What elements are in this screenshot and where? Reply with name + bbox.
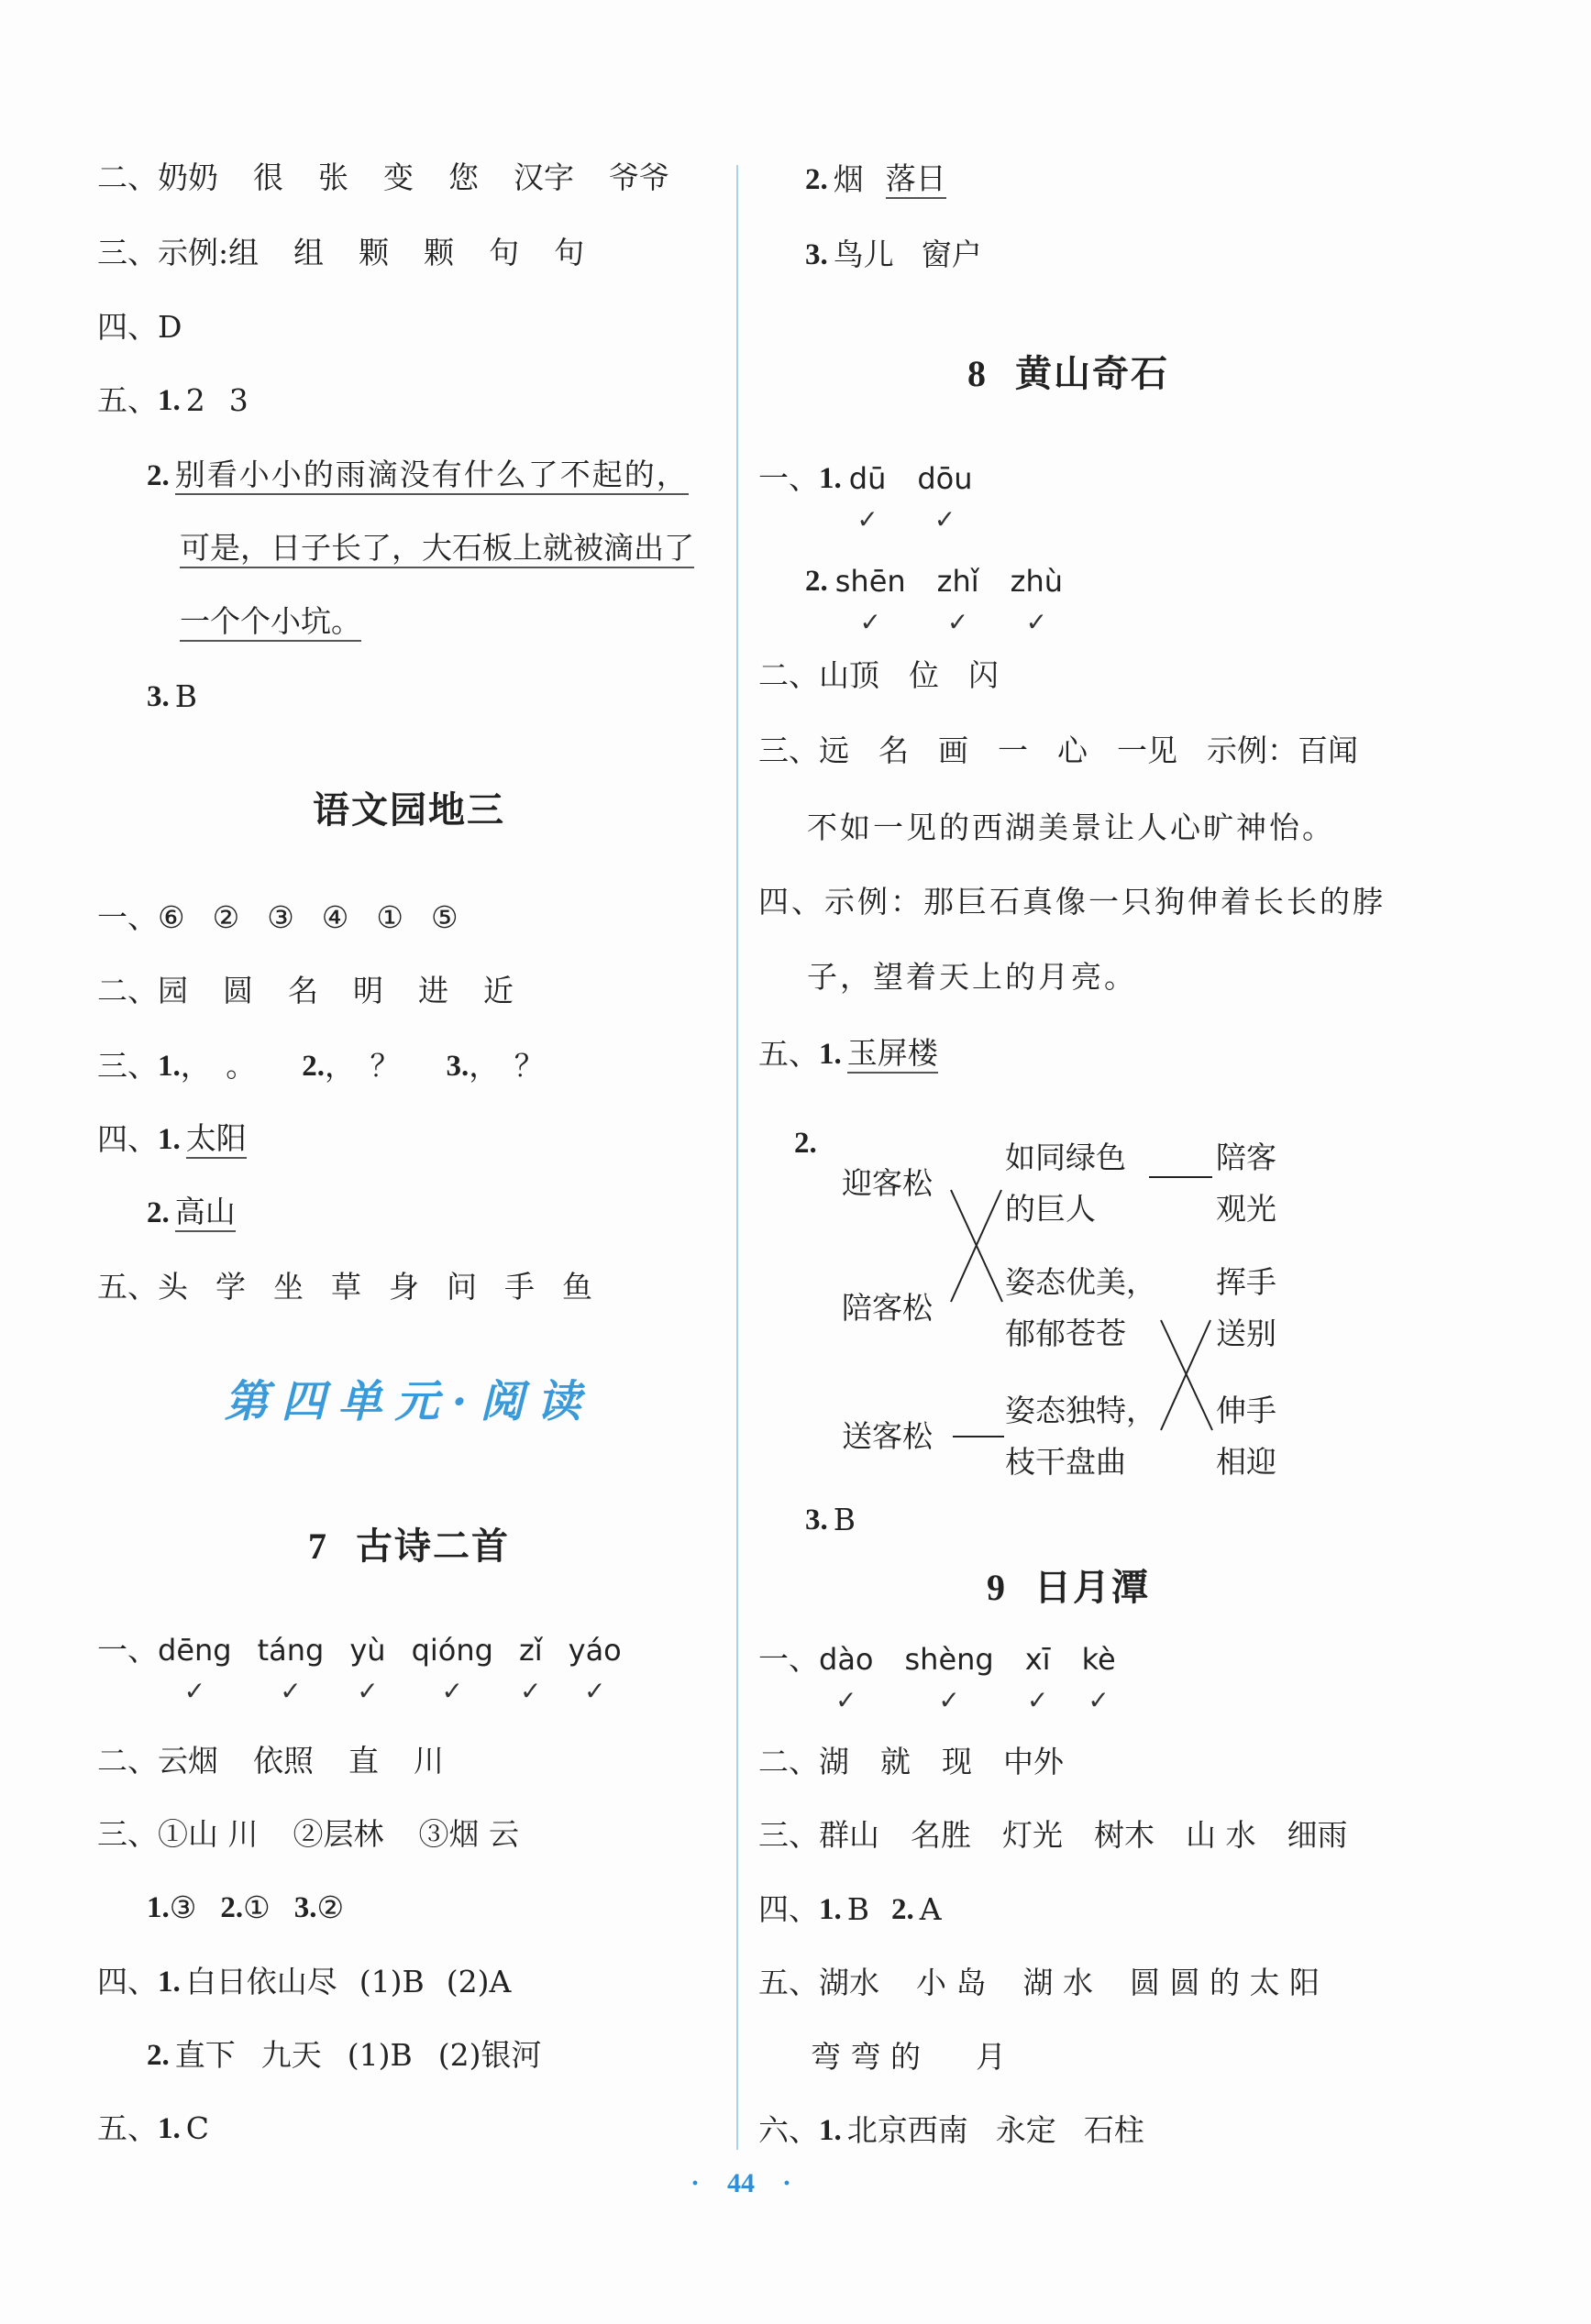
check-icon: ✓ bbox=[183, 1676, 206, 1706]
answer-item: ①山 川 bbox=[158, 1816, 259, 1852]
answer-item: 云烟 bbox=[158, 1743, 218, 1779]
label: 三、 bbox=[97, 1048, 158, 1084]
answer-item: 草 bbox=[331, 1269, 361, 1305]
answer-item: 园 bbox=[158, 973, 188, 1008]
answer-item: 坐 bbox=[273, 1269, 304, 1305]
question-number: 1. bbox=[819, 2114, 842, 2147]
answer-item: 窗户 bbox=[921, 237, 982, 272]
answer-item: 灯光 bbox=[1002, 1817, 1063, 1853]
answer-item: 闪 bbox=[968, 657, 999, 693]
answer-item: 头 bbox=[158, 1269, 188, 1305]
answer-item: 近 bbox=[483, 973, 514, 1008]
match-middle-item: 姿态独特， bbox=[1005, 1393, 1156, 1428]
answer-item: 组 bbox=[228, 235, 260, 270]
answer-line bbox=[758, 1742, 1064, 1782]
answer-item: 示例：百闻 bbox=[1207, 732, 1358, 768]
answer-item: 湖 bbox=[819, 1744, 849, 1779]
label: 五、 bbox=[97, 382, 158, 418]
answer-item: 画 bbox=[938, 732, 968, 768]
answer-line bbox=[758, 1815, 1348, 1856]
match-middle-item: 郁郁苍苍 bbox=[1005, 1316, 1126, 1351]
pinyin: zǐ bbox=[518, 1633, 543, 1668]
match-middle-item: 的巨人 bbox=[1005, 1191, 1096, 1227]
answer-item: 很 bbox=[253, 160, 283, 195]
pinyin-item bbox=[819, 1641, 874, 1718]
answer-item: ② bbox=[316, 1889, 345, 1925]
answer-item: 山顶 bbox=[819, 657, 879, 693]
answer-item: 鸟儿 bbox=[833, 237, 894, 272]
label: 五、 bbox=[758, 1965, 819, 2000]
question-number: 3. bbox=[805, 238, 828, 271]
answer-text: 子，望着天上的月亮。 bbox=[807, 959, 1137, 995]
answer-item: C bbox=[185, 2110, 209, 2146]
question-number: 2. bbox=[805, 163, 828, 196]
label: 二、 bbox=[97, 160, 158, 195]
match-right-item: 相迎 bbox=[1216, 1444, 1276, 1480]
underlined-answer: 一个个小坑。 bbox=[180, 603, 361, 642]
answer-item: B bbox=[846, 1891, 870, 1927]
answer-item: 烟 bbox=[833, 161, 864, 197]
label: 一、 bbox=[758, 1641, 819, 1677]
label: 二、 bbox=[758, 657, 819, 693]
answer-item: ① bbox=[376, 899, 403, 935]
match-left-item: 迎客松 bbox=[842, 1165, 933, 1201]
question-number: 1. bbox=[158, 384, 181, 417]
underlined-answer: 可是，日子长了，大石板上就被滴出了 bbox=[180, 530, 694, 568]
answer-item: 问 bbox=[447, 1269, 477, 1305]
answer-item: 直 bbox=[348, 1743, 379, 1779]
answer-item: 名 bbox=[878, 732, 909, 768]
check-icon: ✓ bbox=[1026, 1685, 1049, 1715]
match-right-item: 送别 bbox=[1216, 1316, 1276, 1351]
answer-item: 鱼 bbox=[562, 1269, 592, 1305]
answer-item: ③ bbox=[267, 899, 294, 935]
match-left-item: 送客松 bbox=[842, 1418, 933, 1454]
pinyin: shēn bbox=[834, 564, 906, 599]
label: 一、 bbox=[97, 1632, 158, 1668]
answer-item: 九天 bbox=[260, 2037, 322, 2073]
pinyin: shèng bbox=[904, 1642, 994, 1677]
check-icon: ✓ bbox=[859, 607, 881, 637]
lesson-title bbox=[987, 1559, 1150, 1611]
answer-item: (2)A bbox=[446, 1964, 512, 1999]
question-number: 2. bbox=[147, 1196, 170, 1229]
check-icon: ✓ bbox=[357, 1676, 379, 1706]
check-icon: ✓ bbox=[934, 504, 956, 534]
pinyin: zhǐ bbox=[936, 564, 979, 599]
label: 三、示例: bbox=[97, 235, 229, 270]
pinyin: dū bbox=[848, 461, 887, 496]
answer-item: 就 bbox=[880, 1744, 911, 1779]
answer-line bbox=[758, 1889, 942, 1930]
answer-item: 名 bbox=[288, 973, 318, 1008]
answer-item: ， ？ bbox=[325, 1048, 401, 1084]
answer-line bbox=[805, 1500, 856, 1540]
answer-item: 北京西南 bbox=[846, 2112, 968, 2148]
answer-item: 直下 bbox=[174, 2037, 236, 2073]
label: 三、 bbox=[97, 1816, 158, 1852]
pinyin-item bbox=[1025, 1641, 1051, 1718]
label: 一、 bbox=[97, 899, 158, 935]
answer-line bbox=[758, 1963, 1320, 2003]
answer-item: (2)银河 bbox=[437, 2037, 542, 2073]
underlined-answer: 太阳 bbox=[186, 1120, 247, 1159]
lesson-number: 7 bbox=[308, 1525, 328, 1567]
check-icon: ✓ bbox=[856, 504, 878, 534]
answer-item: 远 bbox=[819, 732, 849, 768]
answer-item: 川 bbox=[414, 1743, 444, 1779]
match-left-item: 陪客松 bbox=[842, 1290, 933, 1326]
answer-item: ⑤ bbox=[430, 899, 459, 935]
answer-text: 不如一见的西湖美景让人心旷神怡。 bbox=[807, 810, 1335, 845]
pinyin: yù bbox=[349, 1633, 386, 1668]
answer-item: 汉字 bbox=[514, 160, 574, 195]
answer-item: 位 bbox=[909, 657, 939, 693]
answer-item: 您 bbox=[448, 160, 479, 195]
footer-dot: · bbox=[690, 2168, 700, 2198]
answer-item: ④ bbox=[321, 899, 349, 935]
question-number: 1. bbox=[819, 462, 842, 495]
match-right-item: 陪客 bbox=[1216, 1140, 1276, 1175]
pinyin: zhù bbox=[1010, 564, 1063, 599]
answer-text: 示例：那巨石真像一只狗伸着长长的脖 bbox=[824, 884, 1386, 920]
question-number: 1. bbox=[147, 1891, 170, 1924]
label: 三、 bbox=[758, 732, 819, 768]
answer-item: 月 bbox=[975, 2039, 1006, 2075]
question-number: 3. bbox=[446, 1050, 470, 1083]
answer-item: A bbox=[919, 1891, 942, 1927]
answer-item: 学 bbox=[215, 1269, 246, 1305]
label: 五、 bbox=[97, 2110, 158, 2146]
match-right-item: 伸手 bbox=[1216, 1393, 1276, 1428]
pinyin-line bbox=[758, 1641, 1116, 1724]
answer-item: ， ？ bbox=[469, 1048, 545, 1084]
match-right-item: 挥手 bbox=[1216, 1264, 1276, 1300]
label: 四、 bbox=[97, 1121, 158, 1157]
lesson-name: 黄山奇石 bbox=[1015, 353, 1169, 395]
question-number: 2. bbox=[220, 1891, 244, 1924]
label: 六、 bbox=[758, 2112, 819, 2148]
lesson-name: 古诗二首 bbox=[356, 1525, 510, 1568]
question-number: 3. bbox=[805, 1503, 828, 1536]
answer-item: 圆 bbox=[223, 973, 253, 1008]
answer-item: 永定 bbox=[995, 2112, 1056, 2148]
check-icon: ✓ bbox=[946, 607, 969, 637]
check-icon: ✓ bbox=[938, 1685, 960, 1715]
check-icon: ✓ bbox=[520, 1676, 542, 1706]
answer-item: 名胜 bbox=[911, 1817, 971, 1853]
pinyin-item bbox=[905, 1641, 994, 1718]
label: 二、 bbox=[97, 973, 158, 1008]
answer-item: 依照 bbox=[253, 1743, 314, 1779]
answer-item: 湖水 bbox=[819, 1965, 879, 2000]
match-right-item: 观光 bbox=[1216, 1191, 1276, 1227]
answer-item: 句 bbox=[554, 235, 585, 270]
answer-item: 张 bbox=[318, 160, 348, 195]
lesson-number: 8 bbox=[967, 353, 988, 394]
answer-item: 明 bbox=[353, 973, 383, 1008]
lesson-number: 9 bbox=[987, 1567, 1007, 1608]
match-middle-item: 姿态优美， bbox=[1005, 1264, 1156, 1300]
answer-item: 3 bbox=[228, 382, 249, 418]
underlined-answer: 高山 bbox=[175, 1194, 236, 1232]
answer-item: 现 bbox=[942, 1744, 972, 1779]
answer-item: 群山 bbox=[819, 1817, 879, 1853]
question-number: 1. bbox=[158, 1123, 181, 1156]
answer-item: 圆 圆 的 太 阳 bbox=[1130, 1965, 1320, 2000]
section-title: 语文园地三 bbox=[313, 789, 505, 832]
pinyin: xī bbox=[1024, 1642, 1051, 1677]
answer-item: 进 bbox=[418, 973, 448, 1008]
answer-item: ② bbox=[212, 899, 240, 935]
answer-item: 手 bbox=[504, 1269, 535, 1305]
answer-item: 心 bbox=[1057, 732, 1088, 768]
answer-item: 湖 水 bbox=[1022, 1965, 1093, 2000]
question-number: 2. bbox=[805, 565, 828, 598]
pinyin: táng bbox=[257, 1633, 325, 1668]
unit-title: 第四单元·阅读 bbox=[224, 1376, 594, 1427]
question-number: 2. bbox=[147, 2039, 170, 2072]
check-icon: ✓ bbox=[441, 1676, 463, 1706]
answer-item: (1)B bbox=[359, 1964, 425, 1999]
label: 一、 bbox=[758, 460, 819, 496]
label: 三、 bbox=[758, 1817, 819, 1853]
answer-item: 爷爷 bbox=[609, 160, 669, 195]
answer-item: ① bbox=[243, 1889, 271, 1925]
question-number: 2. bbox=[891, 1893, 914, 1926]
answer-item: 变 bbox=[383, 160, 414, 195]
answer-item: 细雨 bbox=[1287, 1817, 1348, 1853]
label: 二、 bbox=[758, 1744, 819, 1779]
answer-item: ， 。 bbox=[180, 1048, 257, 1084]
answer-line bbox=[811, 2037, 1006, 2077]
pinyin: dēng bbox=[158, 1633, 232, 1668]
answer-item: 身 bbox=[389, 1269, 419, 1305]
answer-item: 弯 弯 的 bbox=[811, 2039, 921, 2075]
answer-item: B bbox=[174, 678, 198, 714]
check-icon: ✓ bbox=[835, 1685, 857, 1715]
footer-dot: · bbox=[782, 2168, 792, 2198]
answer-line bbox=[758, 2110, 1144, 2151]
page-number: 44 bbox=[727, 2168, 755, 2198]
pinyin: yáo bbox=[568, 1633, 622, 1668]
answer-item: 奶奶 bbox=[158, 160, 218, 195]
label: 四、 bbox=[758, 1891, 819, 1927]
answer-item: (1)B bbox=[347, 2037, 413, 2073]
answer-item: 山 水 bbox=[1186, 1817, 1256, 1853]
answer-item: B bbox=[833, 1502, 856, 1537]
page-footer bbox=[691, 2168, 791, 2199]
answer-item: 一 bbox=[998, 732, 1028, 768]
answer-item: 白日依山尽 bbox=[185, 1964, 337, 1999]
question-number: 1. bbox=[158, 1050, 181, 1083]
match-middle-item: 如同绿色 bbox=[1005, 1140, 1126, 1175]
label: 五、 bbox=[758, 1036, 819, 1072]
pinyin: kè bbox=[1081, 1642, 1116, 1677]
check-icon: ✓ bbox=[1088, 1685, 1110, 1715]
answer-item: 组 bbox=[293, 235, 325, 270]
pinyin: qióng bbox=[411, 1633, 493, 1668]
question-number: 3. bbox=[147, 680, 170, 713]
label: 五、 bbox=[97, 1269, 158, 1305]
answer-item: ③烟 云 bbox=[418, 1816, 519, 1852]
question-number: 1. bbox=[819, 1893, 842, 1926]
underlined-answer: 落日 bbox=[886, 160, 946, 199]
underlined-answer: 玉屏楼 bbox=[847, 1035, 938, 1074]
answer-item: 中外 bbox=[1003, 1744, 1064, 1779]
question-number: 3. bbox=[293, 1891, 317, 1924]
answer-item: 句 bbox=[489, 235, 520, 270]
lesson-name: 日月潭 bbox=[1034, 1567, 1150, 1609]
answer-item: 树木 bbox=[1094, 1817, 1155, 1853]
answer-item: 一见 bbox=[1117, 732, 1177, 768]
match-middle-item: 枝干盘曲 bbox=[1005, 1444, 1126, 1480]
label: 四、 bbox=[97, 309, 158, 345]
answer-item: D bbox=[158, 309, 182, 345]
underlined-answer: 别看小小的雨滴没有什么了不起的， bbox=[175, 457, 689, 495]
question-number: 1. bbox=[158, 1966, 181, 1999]
answer-item: 2 bbox=[185, 382, 205, 418]
check-icon: ✓ bbox=[583, 1676, 606, 1706]
answer-item: 小 岛 bbox=[916, 1965, 987, 2000]
pinyin: dào bbox=[819, 1642, 874, 1677]
pinyin: dōu bbox=[917, 461, 973, 496]
answer-item: 石柱 bbox=[1083, 2112, 1144, 2148]
question-number: 1. bbox=[819, 1038, 842, 1071]
label: 四、 bbox=[97, 1964, 158, 1999]
answer-item: 颗 bbox=[359, 235, 390, 270]
check-icon: ✓ bbox=[280, 1676, 302, 1706]
answer-item: ②层林 bbox=[293, 1816, 384, 1852]
answer-item: 颗 bbox=[424, 235, 455, 270]
question-number: 1. bbox=[158, 2112, 181, 2145]
question-number: 2. bbox=[147, 459, 170, 492]
check-icon: ✓ bbox=[1025, 607, 1048, 637]
question-number: 2. bbox=[794, 1127, 817, 1160]
label: 四、 bbox=[758, 884, 824, 920]
answer-item: ③ bbox=[169, 1889, 197, 1925]
answer-item: ⑥ bbox=[158, 899, 185, 935]
label: 二、 bbox=[97, 1743, 158, 1779]
pinyin-item bbox=[1082, 1641, 1116, 1718]
question-number: 2. bbox=[302, 1050, 325, 1083]
